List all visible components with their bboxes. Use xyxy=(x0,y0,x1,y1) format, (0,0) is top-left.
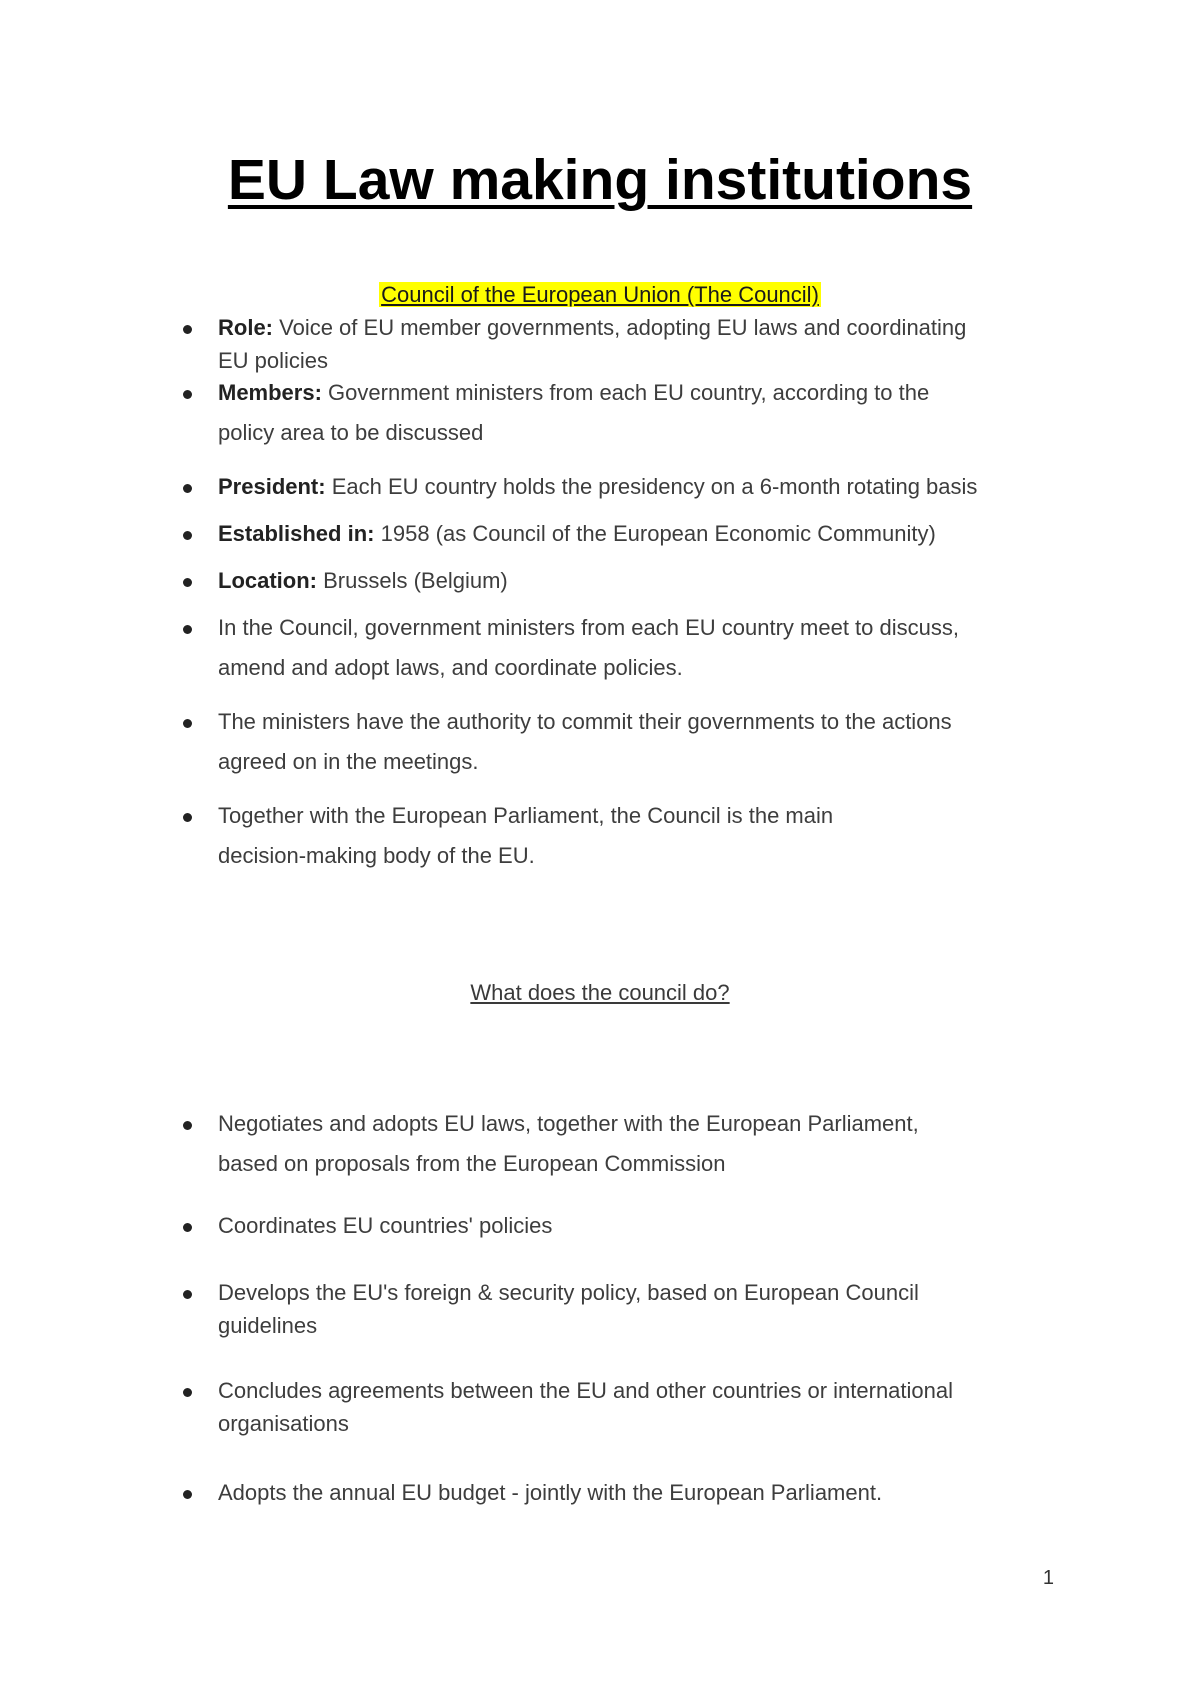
list-item xyxy=(218,470,1068,503)
item-text: In the Council, government ministers from each EU country meet to discuss, xyxy=(218,615,959,640)
item-text-continued: EU policies xyxy=(218,348,329,373)
list-item xyxy=(218,1107,1068,1187)
bullet-icon xyxy=(183,484,192,493)
item-text-continued: policy area to be discussed xyxy=(218,420,484,445)
item-text-continued: guidelines xyxy=(218,1313,318,1338)
item-text-continued: amend and adopt laws, and coordinate policies. xyxy=(218,655,683,680)
bullet-icon xyxy=(183,1388,192,1397)
bullet-icon xyxy=(183,390,192,399)
bullet-icon xyxy=(183,625,192,634)
item-label: Established in: xyxy=(218,521,375,546)
list-item xyxy=(218,611,1068,691)
item-text: Develops the EU's foreign & security policy, based on European Council xyxy=(218,1280,919,1305)
list-item xyxy=(218,1209,1068,1242)
bullet-icon xyxy=(183,1223,192,1232)
bullet-icon xyxy=(183,578,192,587)
list-item xyxy=(218,564,1068,597)
item-text: Negotiates and adopts EU laws, together with the European Parliament, xyxy=(218,1111,919,1136)
document-title: EU Law making institutions xyxy=(227,148,973,212)
bullet-icon xyxy=(183,719,192,728)
bullet-icon xyxy=(183,1290,192,1299)
item-text: Brussels (Belgium) xyxy=(323,568,508,593)
highlighted-heading-text: Council of the European Union (The Council) xyxy=(381,282,819,307)
item-label: Role: xyxy=(218,315,273,340)
item-text-continued: decision-making body of the EU. xyxy=(218,843,535,868)
bullet-icon xyxy=(183,1490,192,1499)
list-item xyxy=(218,705,1068,785)
item-text: Together with the European Parliament, the Council is the main xyxy=(218,803,834,828)
item-text: The ministers have the authority to commit their governments to the actions xyxy=(218,709,952,734)
list-item xyxy=(218,1374,1068,1440)
item-text: Each EU country holds the presidency on a 6-month rotating basis xyxy=(331,474,978,499)
list-item xyxy=(218,1276,1068,1342)
item-text: 1958 (as Council of the European Economic Community) xyxy=(380,521,936,546)
bullet-icon xyxy=(183,813,192,822)
bullet-icon xyxy=(183,1121,192,1130)
list-item xyxy=(218,1476,1068,1509)
list-item xyxy=(218,376,1068,456)
item-text-continued: agreed on in the meetings. xyxy=(218,749,479,774)
item-text: Government ministers from each EU country, according to the xyxy=(328,380,930,405)
list-item xyxy=(218,799,1068,879)
bullet-icon xyxy=(183,531,192,540)
item-text-continued: based on proposals from the European Commission xyxy=(218,1151,726,1176)
item-text: Coordinates EU countries' policies xyxy=(218,1213,553,1238)
council-section-heading xyxy=(0,280,1200,310)
item-text: Concludes agreements between the EU and other countries or international xyxy=(218,1378,954,1403)
list-item xyxy=(218,311,1068,377)
item-text-continued: organisations xyxy=(218,1411,349,1436)
item-text: Voice of EU member governments, adopting EU laws and coordinating xyxy=(279,315,967,340)
bullet-icon xyxy=(183,325,192,334)
page-number: 1 xyxy=(1042,1567,1054,1589)
item-text: Adopts the annual EU budget - jointly with the European Parliament. xyxy=(218,1480,883,1505)
item-label: President: xyxy=(218,474,326,499)
duties-section-heading: What does the council do? xyxy=(470,980,730,1005)
item-label: Location: xyxy=(218,568,317,593)
item-label: Members: xyxy=(218,380,322,405)
list-item xyxy=(218,517,1068,550)
